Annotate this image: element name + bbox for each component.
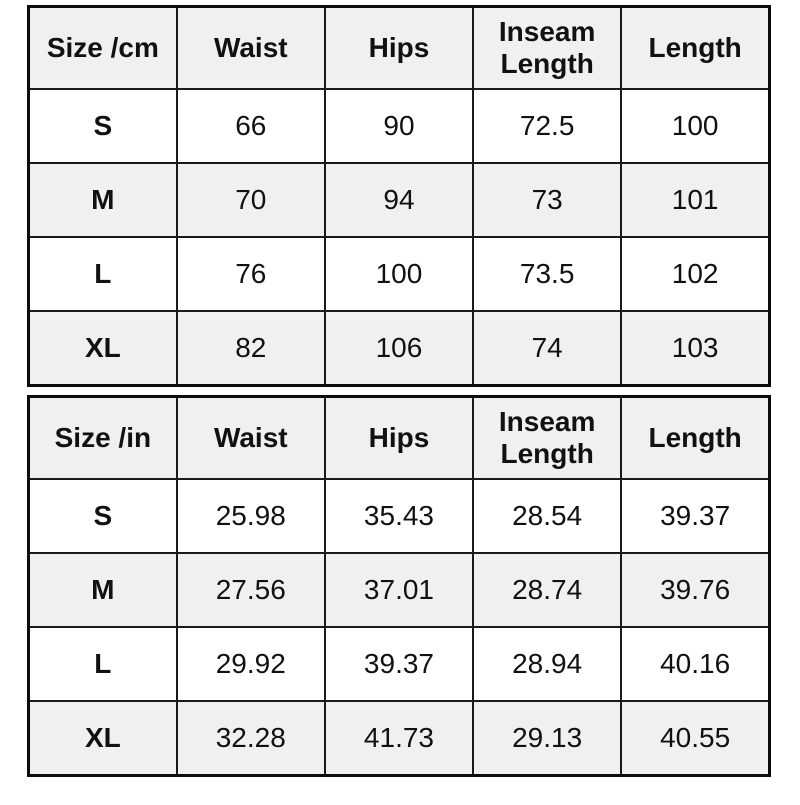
waist-value: 27.56 bbox=[177, 553, 325, 627]
size-label: M bbox=[29, 553, 177, 627]
size-label: S bbox=[29, 479, 177, 553]
size-chart-cm-body bbox=[29, 89, 770, 386]
size-chart-cm-header bbox=[29, 7, 770, 90]
inseam-length-value: 73.5 bbox=[473, 237, 621, 311]
header-cell-hips: Hips bbox=[325, 397, 473, 480]
header-cell-waist: Waist bbox=[177, 397, 325, 480]
hips-value: 100 bbox=[325, 237, 473, 311]
length-value: 39.76 bbox=[621, 553, 769, 627]
table-row-m bbox=[29, 553, 770, 627]
hips-value: 90 bbox=[325, 89, 473, 163]
inseam-length-value: 74 bbox=[473, 311, 621, 386]
header-cell-size-in: Size /in bbox=[29, 397, 177, 480]
length-value: 40.55 bbox=[621, 701, 769, 776]
size-label: L bbox=[29, 627, 177, 701]
header-cell-hips: Hips bbox=[325, 7, 473, 90]
waist-value: 29.92 bbox=[177, 627, 325, 701]
size-label: S bbox=[29, 89, 177, 163]
length-value: 39.37 bbox=[621, 479, 769, 553]
hips-value: 35.43 bbox=[325, 479, 473, 553]
hips-value: 37.01 bbox=[325, 553, 473, 627]
header-cell-waist: Waist bbox=[177, 7, 325, 90]
size-label: M bbox=[29, 163, 177, 237]
inseam-length-value: 29.13 bbox=[473, 701, 621, 776]
header-cell-length: Length bbox=[621, 397, 769, 480]
inseam-length-value: 28.54 bbox=[473, 479, 621, 553]
inseam-length-value: 73 bbox=[473, 163, 621, 237]
hips-value: 41.73 bbox=[325, 701, 473, 776]
table-row-xl bbox=[29, 701, 770, 776]
size-chart-cm-table bbox=[27, 5, 771, 387]
waist-value: 66 bbox=[177, 89, 325, 163]
inseam-length-value: 28.94 bbox=[473, 627, 621, 701]
length-value: 100 bbox=[621, 89, 769, 163]
size-chart-in-body bbox=[29, 479, 770, 776]
header-cell-length: Length bbox=[621, 7, 769, 90]
waist-value: 82 bbox=[177, 311, 325, 386]
table-row-s bbox=[29, 479, 770, 553]
inseam-length-value: 72.5 bbox=[473, 89, 621, 163]
hips-value: 39.37 bbox=[325, 627, 473, 701]
header-cell-size-cm: Size /cm bbox=[29, 7, 177, 90]
header-cell-inseam-length: Inseam Length bbox=[473, 397, 621, 480]
length-value: 103 bbox=[621, 311, 769, 386]
table-row-l bbox=[29, 237, 770, 311]
waist-value: 76 bbox=[177, 237, 325, 311]
size-chart-in-table bbox=[27, 395, 771, 777]
table-row-xl bbox=[29, 311, 770, 386]
table-row-s bbox=[29, 89, 770, 163]
size-label: L bbox=[29, 237, 177, 311]
size-label: XL bbox=[29, 311, 177, 386]
table-row-m bbox=[29, 163, 770, 237]
waist-value: 25.98 bbox=[177, 479, 325, 553]
size-chart bbox=[27, 5, 771, 777]
length-value: 40.16 bbox=[621, 627, 769, 701]
waist-value: 32.28 bbox=[177, 701, 325, 776]
length-value: 102 bbox=[621, 237, 769, 311]
size-label: XL bbox=[29, 701, 177, 776]
waist-value: 70 bbox=[177, 163, 325, 237]
table-row-l bbox=[29, 627, 770, 701]
header-row bbox=[29, 397, 770, 480]
hips-value: 106 bbox=[325, 311, 473, 386]
header-cell-inseam-length: Inseam Length bbox=[473, 7, 621, 90]
header-row bbox=[29, 7, 770, 90]
inseam-length-value: 28.74 bbox=[473, 553, 621, 627]
size-chart-in-header bbox=[29, 397, 770, 480]
length-value: 101 bbox=[621, 163, 769, 237]
hips-value: 94 bbox=[325, 163, 473, 237]
